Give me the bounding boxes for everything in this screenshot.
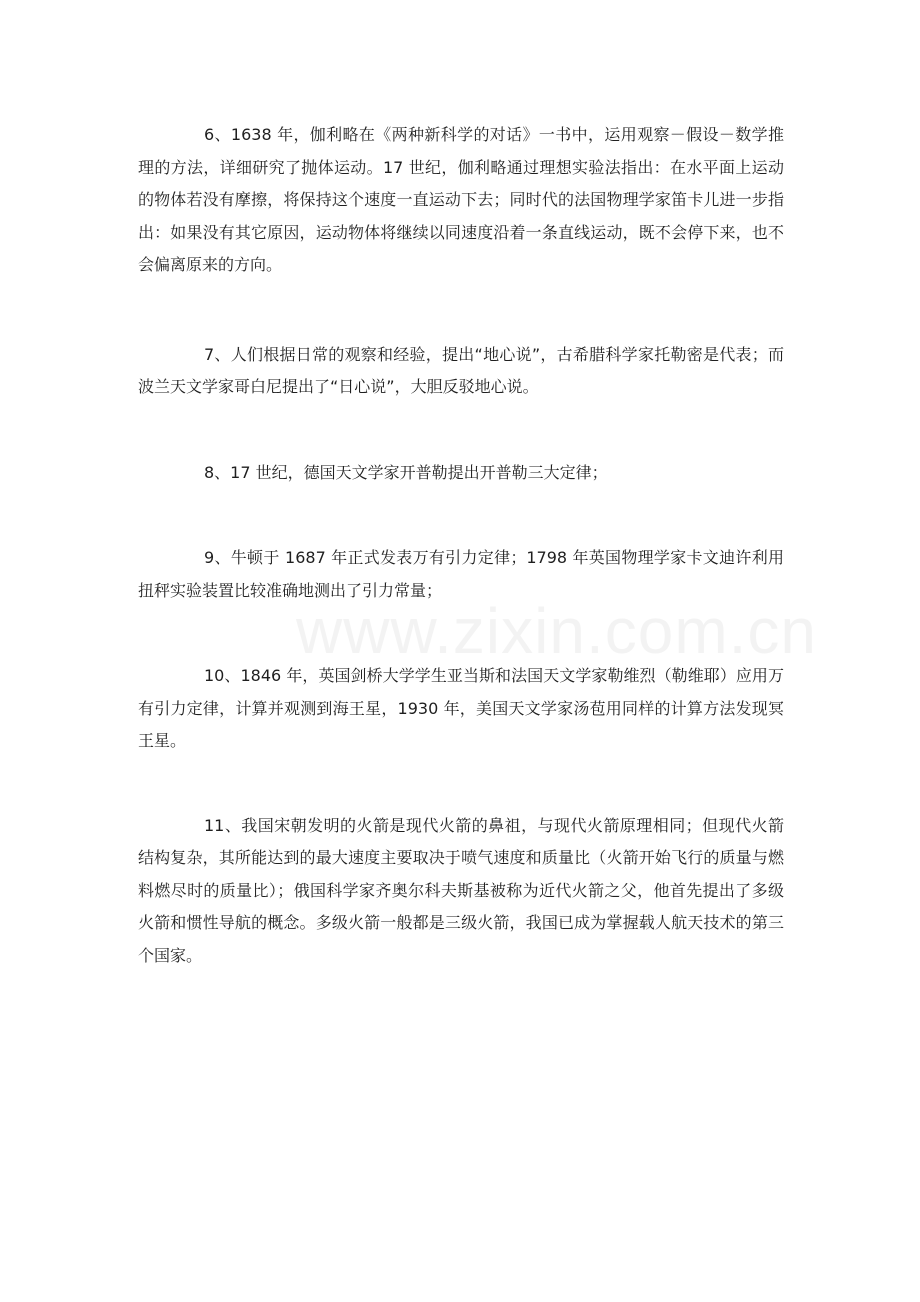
paragraph-9: 9、牛顿于 1687 年正式发表万有引力定律；1798 年英国物理学家卡文迪许利用扭秤实验装置比较准确地测出了引力常量；: [138, 548, 784, 600]
paragraph-6: 6、1638 年，伽利略在《两种新科学的对话》一书中，运用观察－假设－数学推理的方法，详细研究了抛体运动。17 世纪，伽利略通过理想实验法指出：在水平面上运动的物体若没有摩擦，将保持这个速度一直运动下去；同时代的法国物理学家笛卡儿进一步指出：如果没有其它原因，运动物体将继续以同速度沿着一条直线运动，既不会停下来，也不会偏离原来的方向。: [138, 125, 784, 274]
paragraph-8: 8、17 世纪，德国天文学家开普勒提出开普勒三大定律；: [204, 462, 608, 482]
paragraph-10: 10、1846 年，英国剑桥大学学生亚当斯和法国天文学家勒维烈（勒维耶）应用万有引力定律，计算并观测到海王星，1930 年，美国天文学家汤苞用同样的计算方法发现冥王星。: [138, 666, 784, 750]
paragraph-7: 7、人们根据日常的观察和经验，提出“地心说”，古希腊科学家托勒密是代表；而波兰天文学家哥白尼提出了“日心说”，大胆反驳地心说。: [138, 344, 784, 396]
document-body: [138, 119, 784, 972]
watermark-text: www.zixin.com.cn: [296, 595, 817, 667]
paragraph-11: 11、我国宋朝发明的火箭是现代火箭的鼻祖，与现代火箭原理相同；但现代火箭结构复杂，其所能达到的最大速度主要取决于喷气速度和质量比（火箭开始飞行的质量与燃料燃尽时的质量比）；俄国科学家齐奥尔科夫斯基被称为近代火箭之父，他首先提出了多级火箭和惯性导航的概念。多级火箭一般都是三级火箭，我国已成为掌握载人航天技术的第三个国家。: [138, 815, 784, 965]
